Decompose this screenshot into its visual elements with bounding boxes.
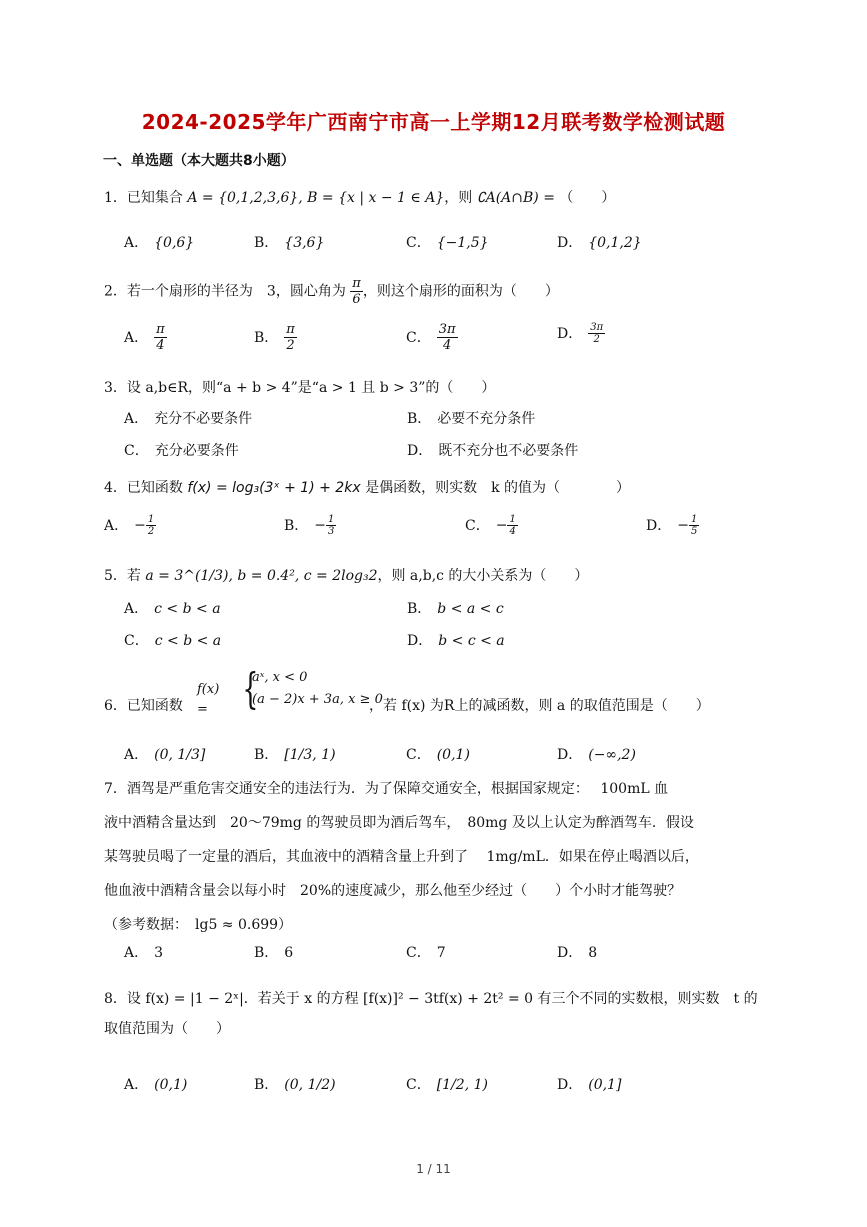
q4-function: f(x) = log₃(3ˣ + 1) + 2kx <box>187 480 361 496</box>
page-number: 1 / 11 <box>416 1162 451 1176</box>
q1-prefix: 1．已知集合 <box>104 190 183 206</box>
q6-option-b: B． [1/3, 1) <box>254 747 336 763</box>
q2-option-a: A． $\frac{\pi}{4}$ <box>124 322 165 353</box>
question-1-stem <box>104 188 615 208</box>
q1-math: A = {0,1,2,3,6}, B = {x | x − 1 ∈ A} <box>187 190 445 206</box>
q1-mid: ，则 <box>444 190 473 206</box>
q8-option-b: B． (0, 1/2) <box>254 1077 336 1093</box>
q7-option-a: A． 3 <box>124 945 164 961</box>
question-8-line-1: 8．设 f(x) = |1 − 2ˣ|．若关于 x 的方程 [f(x)]² − 3tf(x) + 2t² = 0 有三个不同的实数根，则实数 t 的 <box>104 991 758 1007</box>
q7-option-d: D． 8 <box>557 945 598 961</box>
question-6-prefix: 6．已知函数 <box>104 698 183 714</box>
q7-option-c: C． 7 <box>406 945 446 961</box>
question-8-line-2: 取值范围为（ ） <box>104 1021 230 1037</box>
q2-option-b: B． $\frac{\pi}{2}$ <box>254 322 295 353</box>
q7-reference-data: （参考数据： lg5 ≈ 0.699） <box>104 917 293 933</box>
q4-option-c: C． − $\frac{1}{4}$ <box>465 514 516 537</box>
question-5-stem: 5．若 a = 3^(1/3), b = 0.4², c = 2log₃2，则 a,b,c 的大小关系为（ ） <box>104 568 589 584</box>
q6-option-c: C． (0,1) <box>406 747 470 763</box>
q5-math: a = 3^(1/3), b = 0.4², c = 2log₃2 <box>145 568 378 584</box>
q6-option-d: D． (−∞,2) <box>557 747 636 763</box>
q6-option-a: A． (0, 1/3] <box>124 747 206 763</box>
q1-option-b: B． {3,6} <box>254 235 325 251</box>
q8-option-c: C． [1/2, 1) <box>406 1077 488 1093</box>
q4-option-a: A． − $\frac{1}{2}$ <box>104 514 155 537</box>
q7-line-3: 某驾驶员喝了一定量的酒后，其血液中的酒精含量上升到了 1mg/mL．如果在停止喝酒以后， <box>104 849 699 865</box>
question-7-text <box>104 772 769 942</box>
question-6-suffix: ，若 f(x) 为R上的减函数，则 a 的取值范围是（ ） <box>369 698 710 714</box>
q3-option-b: B． 必要不充分条件 <box>407 411 536 427</box>
q5-option-a: A． c < b < a <box>124 601 221 617</box>
q3-option-c: C． 充分必要条件 <box>124 443 239 459</box>
q3-option-a: A． 充分不必要条件 <box>124 411 253 427</box>
q7-line-2: 液中酒精含量达到 20～79mg 的驾驶员即为酒后驾车， 80mg 及以上认定为醉酒驾车．假设 <box>104 815 694 831</box>
q7-line-4: 他血液中酒精含量会以每小时 20%的速度减少，那么他至少经过（ ）个小时才能驾驶？ <box>104 883 682 899</box>
question-3-stem: 3．设 a,b∈R，则“a + b > 4”是“a > 1 且 b > 3”的（ ） <box>104 380 496 396</box>
q5-option-d: D． b < c < a <box>407 633 505 649</box>
q2-angle-fraction: $\frac{\pi}{6}$ <box>352 276 361 307</box>
q8-option-d: D． (0,1] <box>557 1077 622 1093</box>
q2-option-d: D． $\frac{3\pi}{2}$ <box>557 322 604 345</box>
document-page: 2024-2025学年广西南宁市高一上学期12月联考数学检测试题 一、单选题（本大题共8小题） 1．已知集合 A = {0,1,2,3,6}, B = {x | x − 1 ∈ A}，则 ∁A(A∩B) = （ ） A． {0,6} B． {3,6} C． {−1,5} D． {0,1,2} 2．若一个扇形的半径为 3，圆心角为 $\frac{\pi}{6}$ ，则这个扇形的面积为（ ） A． $\frac{\pi}{4}$ B． $\frac{\pi}{2}$ C． $\frac{3\pi}{4}$ D． $\frac{3\pi}{2}$ 3．设 a,b∈R，则“a + b > 4”是“a > 1 且 b > 3”的（ ） A． 充分不必要条件 B． 必要不充分条件 C． 充分必要条件 D． 既不充分也不必要条件 4．已知函数 f(x) = log₃(3ˣ + 1) + 2kx 是偶函数，则实数 k 的值为（ ） A． − $\frac{1}{2}$ B． − $\frac{1}{3}$ C． − $\frac{1}{4}$ D． − $\frac{1}{5}$ 5．若 a = 3^(1/3), b = 0.4², c = 2log₃2，则 a,b,c 的大小关系为（ ） A． c < b < a B． b < a < c C． c < b < a D． b < c < a 6．已知函数 f(x) = { aˣ, x < 0 (a − 2)x + 3a, x ≥ 0 ，若 f(x) 为R上的减函数，则 a 的取值范围是（ ） A． (0, 1/3] B． [1/3, 1) C． (0,1) D． (−∞,2) 7．酒驾是严重危害交通安全的违法行为．为了保障交通安全，根据国家规定： 100mL 血 液中酒精含量达到 20～79mg 的驾驶员即为酒后驾车， 80mg 及以上认定为醉酒驾车．假设 某驾驶员喝了一定量的酒后，其血液中的酒精含量上升到了 1mg/mL．如果在停止喝酒以后， 他血液中酒精含量会以每小时 20%的速度减少，那么他至少经过（ ）个小时才能驾驶？ （参考数据： lg5 ≈ 0.699） A． 3 B． 6 C． 7 D． 8 8．设 f(x) = |1 − 2ˣ|．若关于 x 的方程 [f(x)]² − 3tf(x) + 2t² = 0 有三个不同的实数根，则实数 t 的 取值范围为（ ） A． (0,1) B． (0, 1/2) C． [1/2, 1) D． (0,1] 1 / 11 <box>0 0 867 1227</box>
question-4-stem: 4．已知函数 f(x) = log₃(3ˣ + 1) + 2kx 是偶函数，则实数 k 的值为（ ） <box>104 480 631 496</box>
q1-option-c: C． {−1,5} <box>406 235 489 251</box>
q1-suffix: （ ） <box>559 190 616 206</box>
q7-line-1: 7．酒驾是严重危害交通安全的违法行为．为了保障交通安全，根据国家规定： 100mL 血 <box>104 781 669 797</box>
q2-option-c: C． $\frac{3\pi}{4}$ <box>406 322 456 353</box>
page-title: 2024-2025学年广西南宁市高一上学期12月联考数学检测试题 <box>141 110 726 134</box>
q5-option-c: C． c < b < a <box>124 633 222 649</box>
question-2-stem: 2．若一个扇形的半径为 3，圆心角为 $\frac{\pi}{6}$ ，则这个扇形的面积为（ ） <box>104 276 559 307</box>
q1-math2: ∁A(A∩B) = <box>476 190 555 206</box>
section-heading: 一、单选题（本大题共8小题） <box>103 153 295 169</box>
q1-option-a: A． {0,6} <box>124 235 195 251</box>
q8-option-a: A． (0,1) <box>124 1077 188 1093</box>
q7-option-b: B． 6 <box>254 945 294 961</box>
q5-option-b: B． b < a < c <box>407 601 504 617</box>
q4-option-b: B． − $\frac{1}{3}$ <box>284 514 335 537</box>
q3-option-d: D． 既不充分也不必要条件 <box>407 443 579 459</box>
q1-option-d: D． {0,1,2} <box>557 235 642 251</box>
q4-option-d: D． − $\frac{1}{5}$ <box>646 514 698 537</box>
